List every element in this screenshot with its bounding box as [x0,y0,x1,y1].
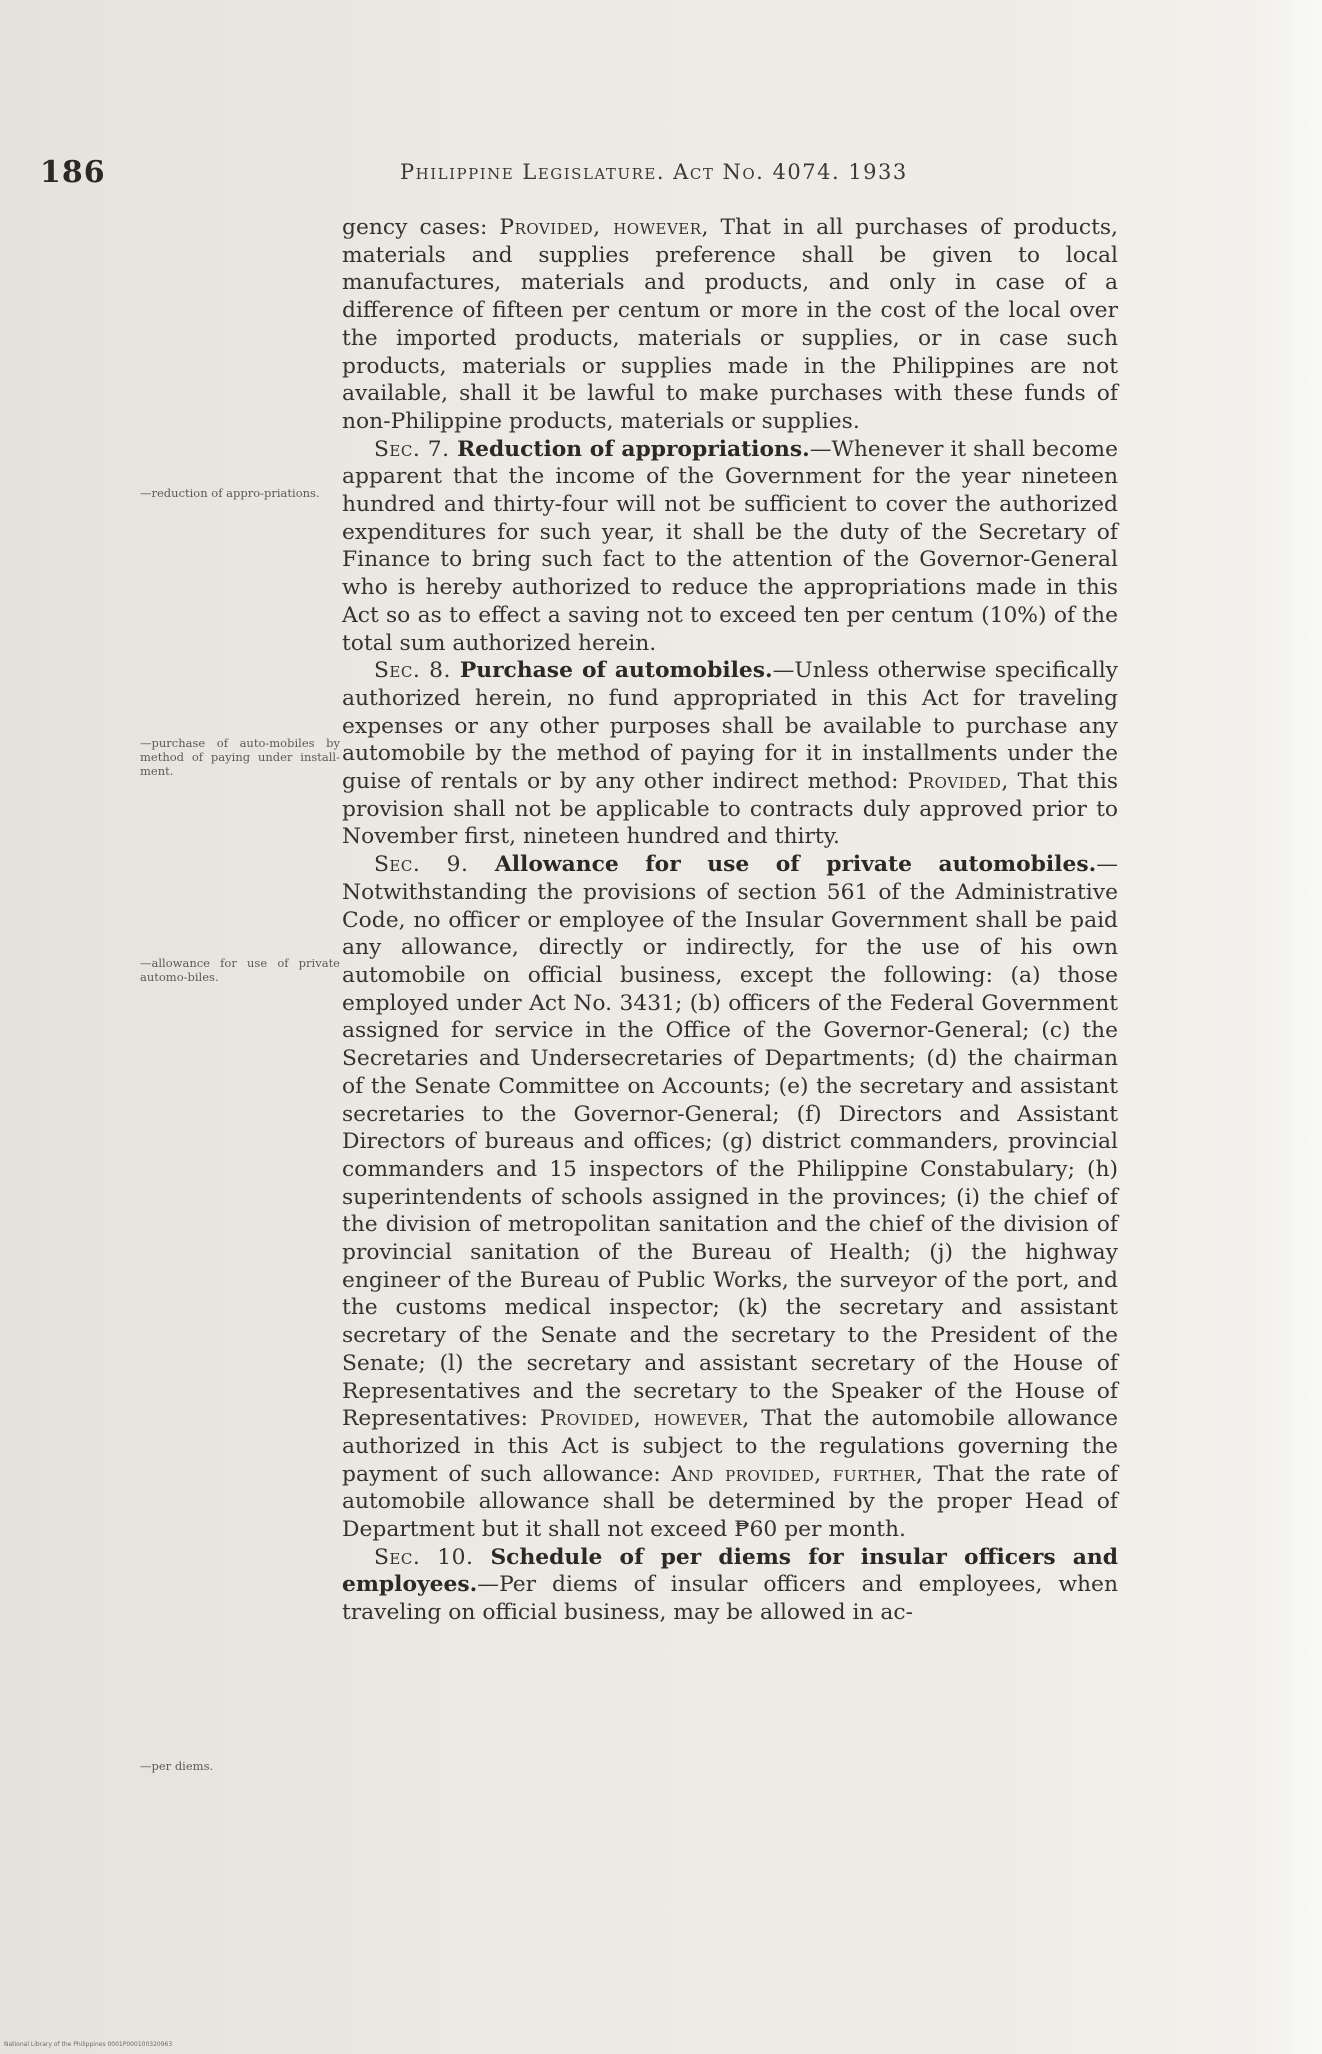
section-body: , That the rate of automobile allowance shall be determined by the proper Head of Department but it shall not exceed ₱60 per month. [342,1461,1118,1543]
margin-note-reduction: —reduction of appro-priations. [140,486,320,500]
text-run-caps: Provided, however [540,1406,743,1432]
margin-note-purchase: —purchase of auto-mobiles by method of paying under install-ment. [140,736,340,778]
text-run-caps: Provided, however [499,215,702,240]
section-body: —Notwithstanding the provisions of section 561 of the Administrative Code, no officer or employee of the Insular Government shall be paid any allowance, directly or indirectly, for the use of his own automobile on official business, except the following: (a) those employed under Act No. 3431; (b) officers of the Federal Government assigned for service in the Office of the Governor-General; (c) the Secretaries and Undersecretaries of Departments; (d) the chairman of the Senate Committee on Accounts; (e) the secretary and assistant secretaries to the Governor-General; (f) Directors and Assistant Directors of bureaus and offices; (g) district commanders, provincial commanders and 15 inspectors of the Philippine Constabulary; (h) superintendents of schools assigned in the provinces; (i) the chief of the division of metropolitan sanitation and the chief of the division of provincial sanitation of the Bureau of Health; (j) the highway engineer of the Bureau of Public Works, the surveyor of the port, and the customs medical inspector; (k) the secretary and assistant secretary of the Senate and the secretary to the President of the Senate; (l) the secretary and assistant secretary of the House of Representatives and the secretary to the Speaker of the House of Representatives: [342,852,1118,1432]
section-9 [342,851,1118,1544]
text-run: , That in all purchases of products, materials and supplies preference shall be given to local manufactures, materials and products, and only in case of a difference of fifteen per centum or more in the cost of the local over the imported products, materials or supplies, or in case such products, materials or supplies made in the Philippines are not available, shall it be lawful to make purchases with these funds of non-Philippine products, materials or supplies. [342,215,1118,434]
section-label: Sec. 7. [374,436,458,462]
section-8 [342,657,1118,851]
text-run-caps: And provided, further [671,1461,916,1487]
section-label: Sec. 9. [374,852,495,878]
paragraph-continuation [342,214,1118,436]
margin-note-allowance: —allowance for use of private automo-biles. [140,956,340,984]
section-label: Sec. 10. [374,1544,491,1570]
section-body: , That this provision shall not be applicable to contracts duly approved prior to November first, nineteen hundred and thirty. [342,769,1119,850]
section-title: Schedule of per diems for insular officers and employees. [342,1544,1119,1598]
page-number: 186 [40,155,106,190]
footer-archive-stamp: National Library of the Philippines 0001P000100320963 [4,2041,173,2048]
section-title: Allowance for use of private automobiles. [494,852,1097,878]
body-text [342,214,1118,1627]
section-body: —Whenever it shall become apparent that the income of the Government for the year nineteen hundred and thirty-four will not be sufficient to cover the authorized expenditures for such year, it shall be the duty of the Secretary of Finance to bring such fact to the attention of the Governor-General who is hereby authorized to reduce the appropriations made in this Act so as to effect a saving not to exceed ten per centum (10%) of the total sum authorized herein. [342,436,1118,656]
section-title: Reduction of appropriations. [457,436,810,462]
page-edge-shading [1262,0,1322,2054]
running-head: Philippine Legislature. Act No. 4074. 1933 [400,160,908,184]
section-title: Purchase of automobiles. [459,658,773,684]
text-run-caps: Provided [907,769,1002,795]
section-body: —Per diems of insular officers and employees, when traveling on official business, may be allowed in ac- [342,1572,1118,1626]
text-run: gency cases: [342,215,500,240]
section-10 [342,1544,1118,1627]
section-body: , That the automobile allowance authorized in this Act is subject to the regulations governing the payment of such allowance: [342,1406,1119,1487]
section-label: Sec. 8. [374,658,460,684]
section-body: —Unless otherwise specifically authorized herein, no fund appropriated in this Act for traveling expenses or any other purposes shall be available to purchase any automobile by the method of paying for it in installments under the guise of rentals or by any other indirect method: [342,658,1118,795]
margin-note-per-diems: —per diems. [140,1759,214,1773]
section-7 [342,436,1118,658]
